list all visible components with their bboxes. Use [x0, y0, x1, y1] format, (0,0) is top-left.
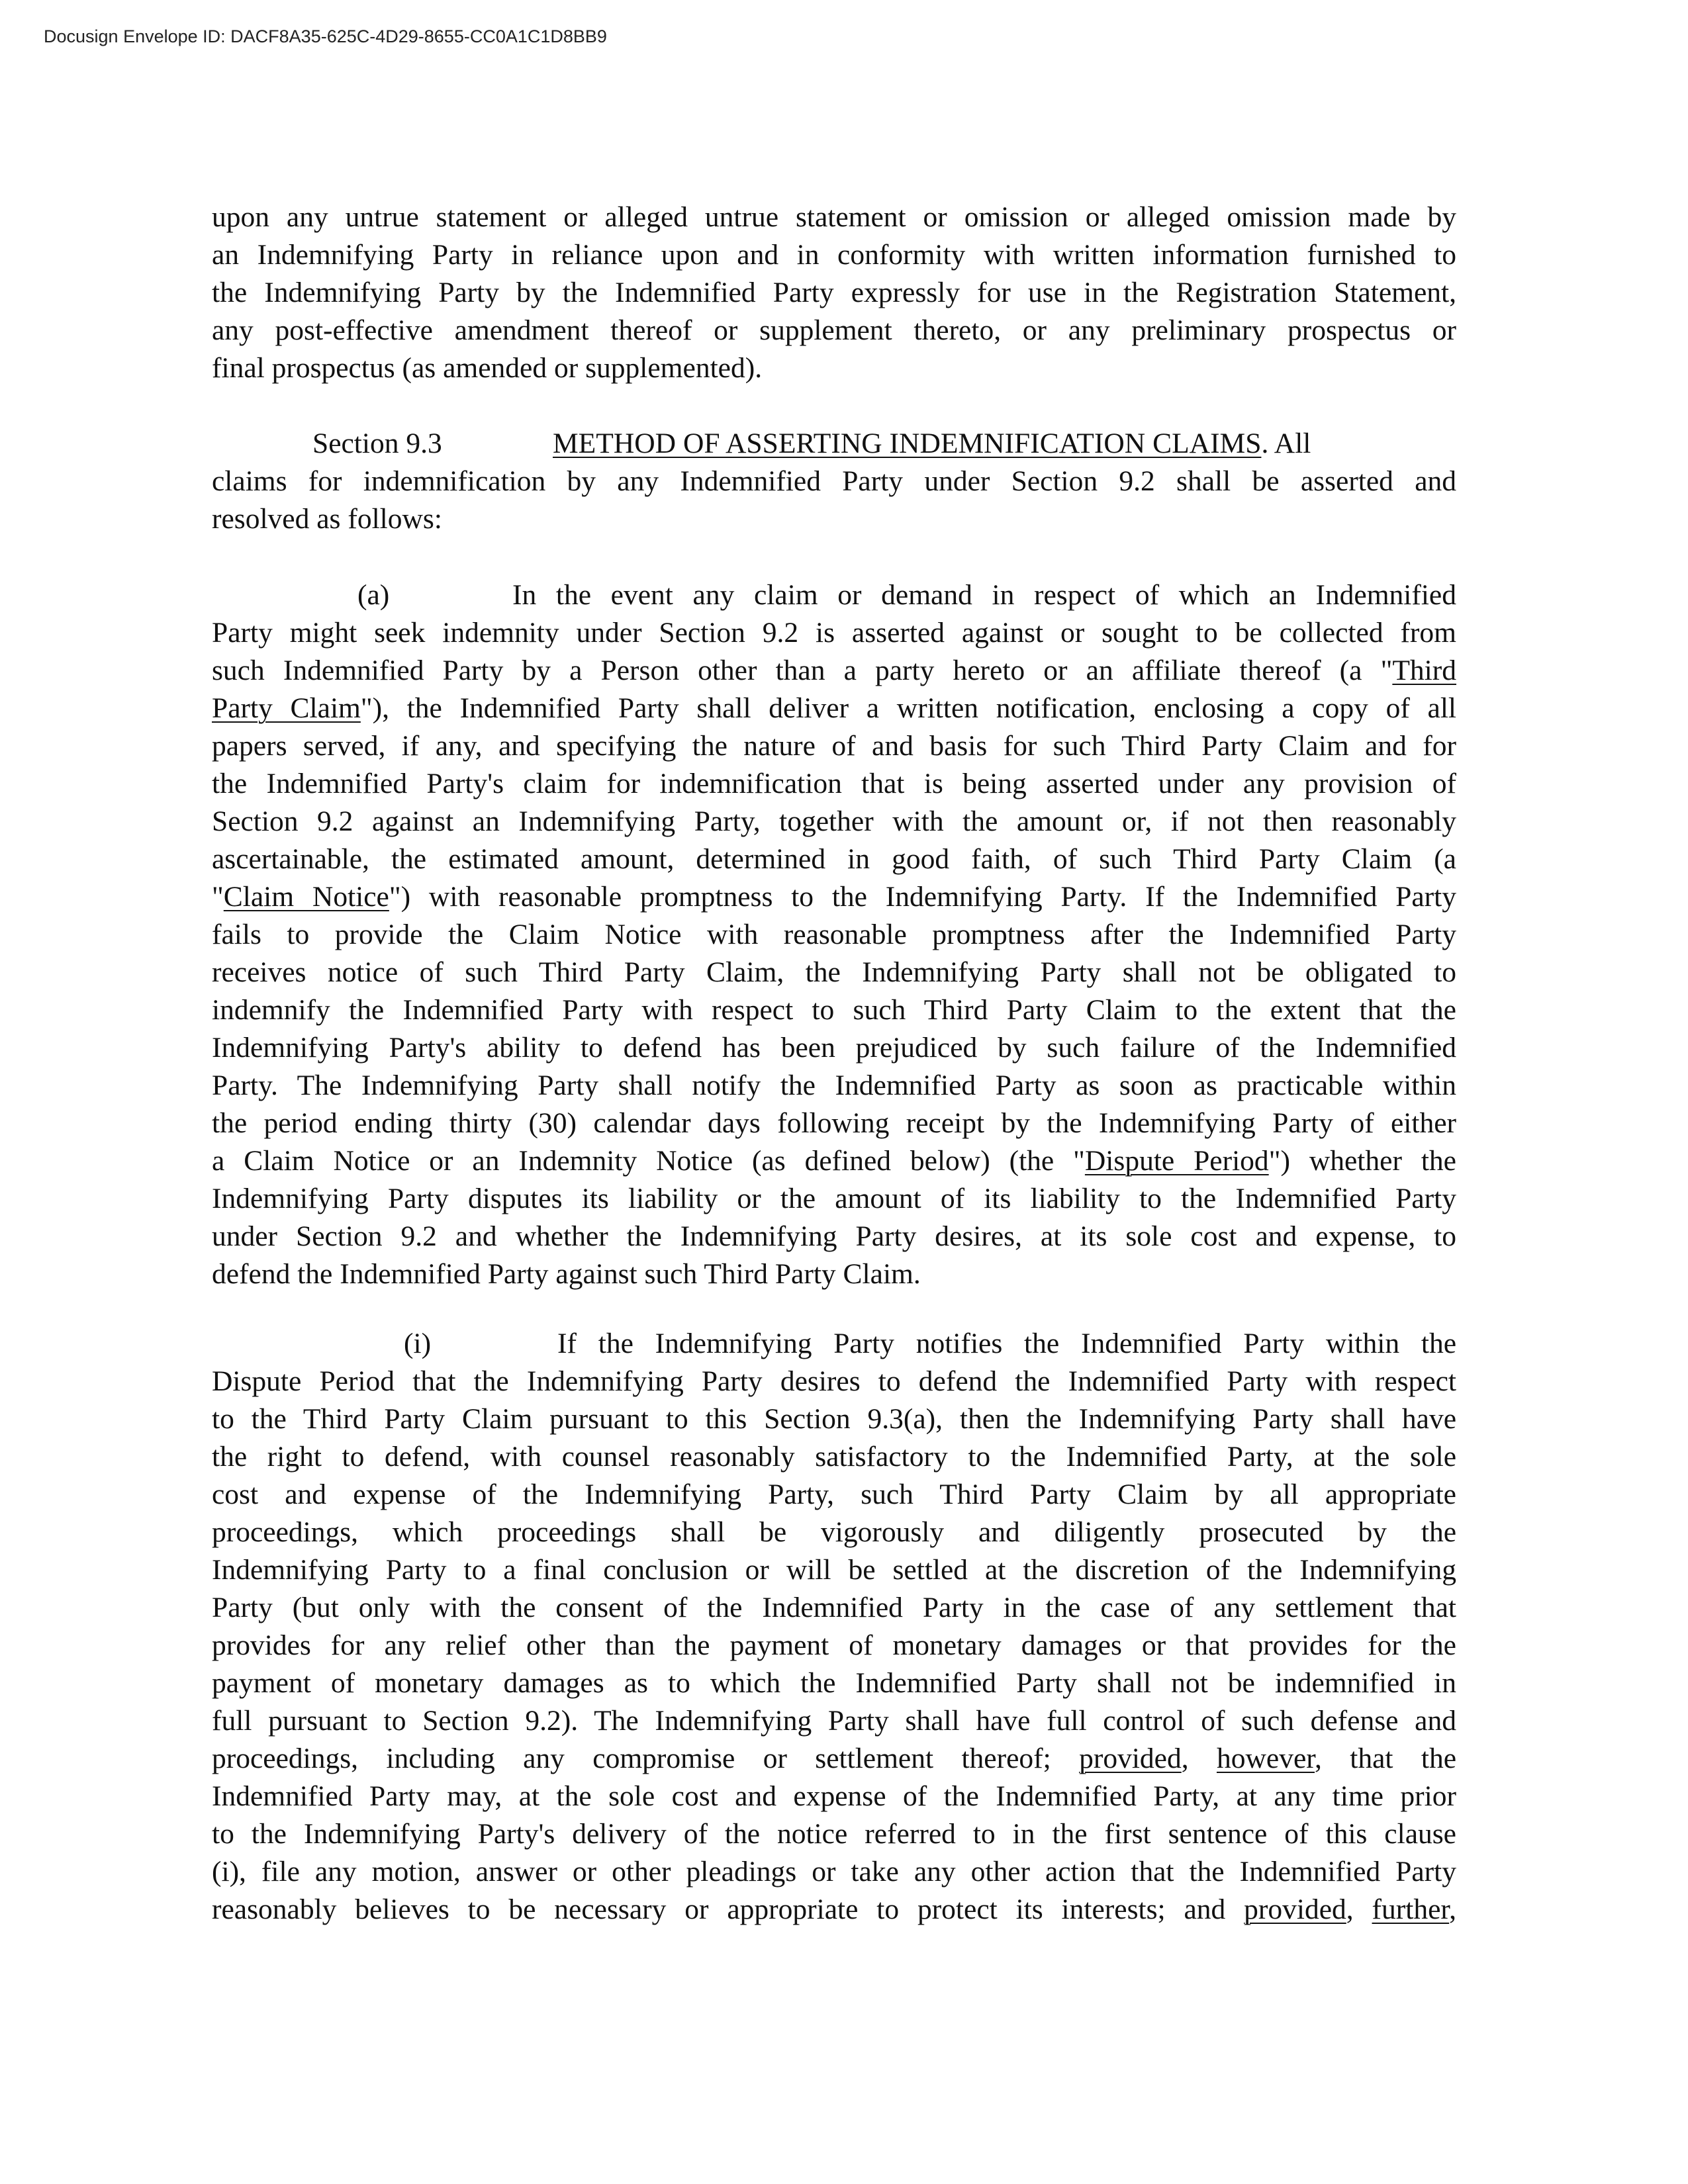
text-line: resolved as follows:: [212, 503, 442, 535]
text-run: ,: [1346, 1893, 1372, 1925]
text-line: fails to provide the Claim Notice with reasonable promptness after the Indemnified Party: [212, 919, 1456, 950]
text-line: Indemnifying Party to a final conclusion or will be settled at the discretion of the Indemnifying: [212, 1554, 1456, 1586]
text-line: the period ending thirty (30) calendar days following receipt by the Indemnifying Party of either: [212, 1107, 1456, 1139]
defined-term: Third: [1392, 655, 1456, 686]
section-title: METHOD OF ASSERTING INDEMNIFICATION CLAIMS: [553, 428, 1262, 459]
text-run: a Claim Notice or an Indemnity Notice (as defined below) (the ": [212, 1145, 1085, 1177]
docusign-envelope-id: Docusign Envelope ID: DACF8A35-625C-4D29-8655-CC0A1C1D8BB9: [44, 26, 607, 46]
text-line: [212, 878, 1456, 916]
defined-term: however: [1216, 1743, 1315, 1774]
text-line: final prospectus (as amended or supplemented).: [212, 352, 763, 384]
text-line: upon any untrue statement or alleged untrue statement or omission or alleged omission made by: [212, 201, 1456, 233]
paragraph-continuation: [212, 199, 1456, 387]
section-number: Section 9.3: [312, 428, 442, 459]
text-line: the Indemnified Party's claim for indemnification that is being asserted under any provision of: [212, 768, 1456, 799]
text-line: Indemnifying Party's ability to defend has been prejudiced by such failure of the Indemnified: [212, 1032, 1456, 1064]
text-line: [212, 1740, 1456, 1778]
text-line: provides for any relief other than the payment of monetary damages or that provides for the: [212, 1629, 1456, 1661]
text-line: [212, 1325, 1456, 1363]
paragraph-a: [212, 576, 1456, 1293]
text-line: to the Third Party Claim pursuant to this Section 9.3(a), then the Indemnifying Party shall have: [212, 1403, 1456, 1435]
text-run: In the event any claim or demand in respect of which an Indemnified: [512, 579, 1456, 611]
text-line: (i), file any motion, answer or other pleadings or take any other action that the Indemnified Party: [212, 1856, 1456, 1888]
text-line: [212, 1142, 1456, 1180]
defined-term: further: [1372, 1893, 1450, 1925]
text-line: full pursuant to Section 9.2). The Indemnifying Party shall have full control of such defense and: [212, 1705, 1456, 1737]
text-line: Indemnifying Party disputes its liability or the amount of its liability to the Indemnified Party: [212, 1183, 1456, 1214]
text-line: proceedings, which proceedings shall be vigorously and diligently prosecuted by the: [212, 1516, 1456, 1548]
text-line: receives notice of such Third Party Claim, the Indemnifying Party shall not be obligated to: [212, 956, 1456, 988]
text-line: Party (but only with the consent of the Indemnified Party in the case of any settlement that: [212, 1592, 1456, 1623]
text-line: papers served, if any, and specifying the nature of and basis for such Third Party Claim and for: [212, 730, 1456, 762]
paragraph-label: (i): [404, 1328, 432, 1359]
text-line: the Indemnifying Party by the Indemnified Party expressly for use in the Registration Statement,: [212, 277, 1456, 308]
text-line: indemnify the Indemnified Party with respect to such Third Party Claim to the extent that the: [212, 994, 1456, 1026]
text-run: proceedings, including any compromise or settlement thereof;: [212, 1743, 1080, 1774]
text-run: "), the Indemnified Party shall deliver a written notification, enclosing a copy of all: [360, 692, 1457, 724]
section-heading-line: [212, 425, 1456, 463]
text-run: reasonably believes to be necessary or appropriate to protect its interests; and: [212, 1893, 1244, 1925]
text-run: ") whether the: [1268, 1145, 1456, 1177]
text-line: to the Indemnifying Party's delivery of the notice referred to in the first sentence of this clause: [212, 1818, 1456, 1850]
defined-term: provided: [1244, 1893, 1346, 1925]
text-run: , that the: [1315, 1743, 1457, 1774]
text-line: Dispute Period that the Indemnifying Party desires to defend the Indemnified Party with respect: [212, 1365, 1456, 1397]
text-line: ascertainable, the estimated amount, determined in good faith, of such Third Party Claim (a: [212, 843, 1456, 875]
text-run: ": [212, 881, 224, 913]
text-line: the right to defend, with counsel reasonably satisfactory to the Indemnified Party, at the sole: [212, 1441, 1456, 1473]
text-line: claims for indemnification by any Indemnified Party under Section 9.2 shall be asserted and: [212, 465, 1456, 497]
section-9-3: [212, 425, 1456, 538]
text-run: ,: [1181, 1743, 1217, 1774]
text-run: such Indemnified Party by a Person other than a party hereto or an affiliate thereof (a ": [212, 655, 1393, 686]
text-line: [212, 1891, 1456, 1929]
text-line: [212, 652, 1456, 690]
paragraph-i: [212, 1325, 1456, 1929]
text-line: Section 9.2 against an Indemnifying Party, together with the amount or, if not then reasonably: [212, 805, 1456, 837]
text-line: any post-effective amendment thereof or supplement thereto, or any preliminary prospectus or: [212, 314, 1456, 346]
defined-term: Dispute Period: [1084, 1145, 1269, 1177]
text-line: Party. The Indemnifying Party shall notify the Indemnified Party as soon as practicable within: [212, 1069, 1456, 1101]
text-run: ,: [1449, 1893, 1457, 1925]
text-line: defend the Indemnified Party against such Third Party Claim.: [212, 1258, 921, 1290]
defined-term: Claim Notice: [223, 881, 389, 913]
text-line: Indemnified Party may, at the sole cost and expense of the Indemnified Party, at any time prior: [212, 1780, 1456, 1812]
text-line: Party might seek indemnity under Section 9.2 is asserted against or sought to be collected from: [212, 617, 1456, 649]
text-line: an Indemnifying Party in reliance upon and in conformity with written information furnished to: [212, 239, 1456, 271]
paragraph-label: (a): [357, 579, 390, 611]
text-run: ") with reasonable promptness to the Indemnifying Party. If the Indemnified Party: [389, 881, 1457, 913]
text-run: If the Indemnifying Party notifies the Indemnified Party within the: [557, 1328, 1456, 1359]
defined-term: provided: [1079, 1743, 1182, 1774]
section-title-tail: . All: [1261, 428, 1311, 459]
text-line: cost and expense of the Indemnifying Party, such Third Party Claim by all appropriate: [212, 1479, 1456, 1510]
defined-term: Party Claim: [212, 692, 361, 724]
text-line: under Section 9.2 and whether the Indemnifying Party desires, at its sole cost and expense, to: [212, 1220, 1456, 1252]
text-line: [212, 576, 1456, 614]
text-line: [212, 690, 1456, 727]
text-line: payment of monetary damages as to which the Indemnified Party shall not be indemnified in: [212, 1667, 1456, 1699]
